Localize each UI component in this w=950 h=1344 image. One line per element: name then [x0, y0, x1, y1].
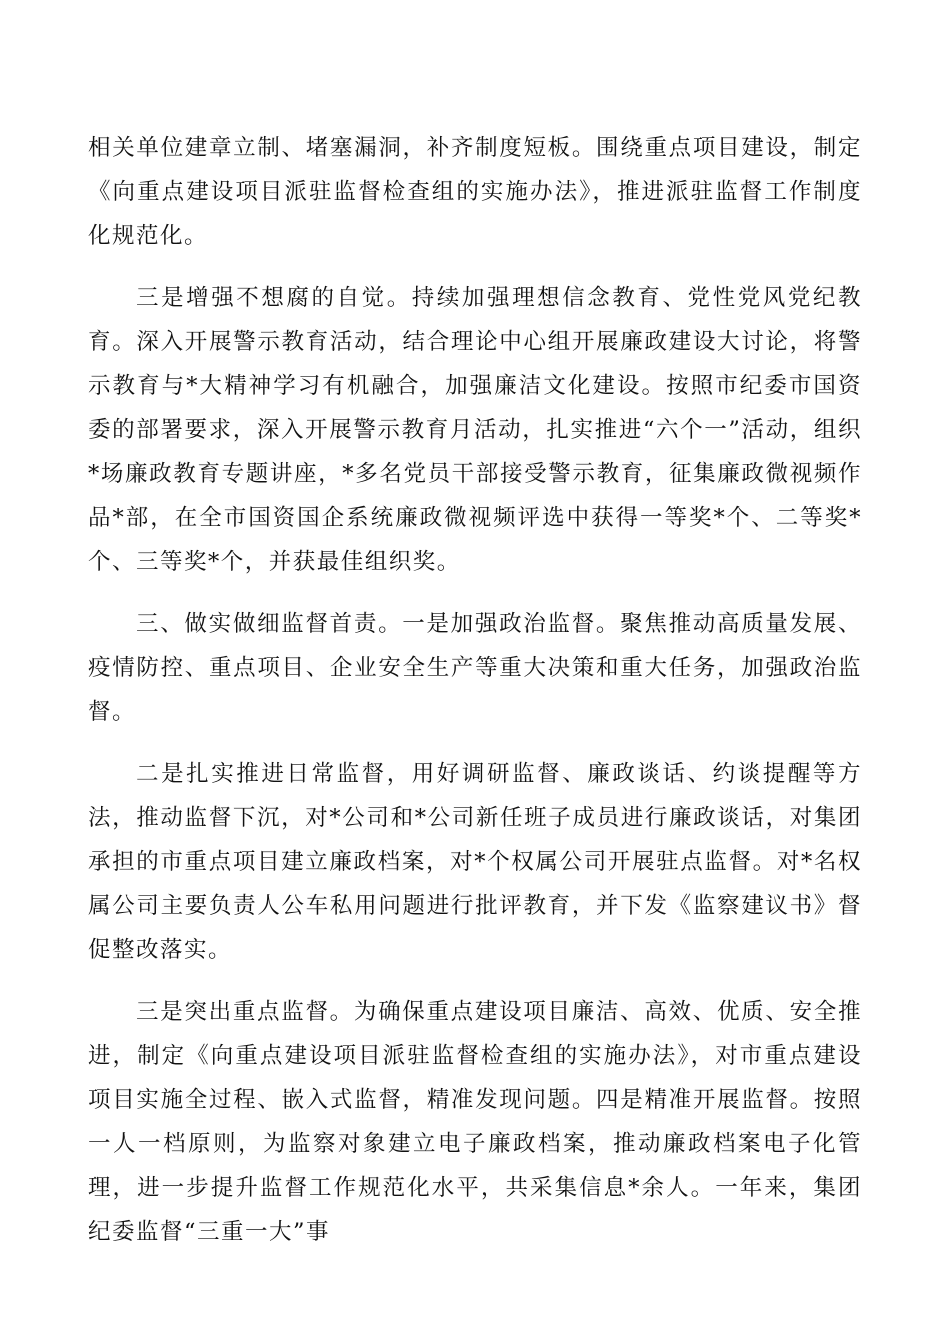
paragraph-2: 三是增强不想腐的自觉。持续加强理想信念教育、党性党风党纪教育。深入开展警示教育活动，结合理论中心组开展廉政建设大讨论，将警示教育与*大精神学习有机融合，加强廉洁文化建设。按照市纪委市国资委的部署要求，深入开展警示教育月活动，扎实推进“六个一”活动，组织*场廉政教育专题讲座，*多名党员干部接受警示教育，征集廉政微视频作品*部，在全市国资国企系统廉政微视频评选中获得一等奖*个、二等奖*个、三等奖*个，并获最佳组织奖。	[88, 285, 862, 575]
paragraph-5: 三是突出重点监督。为确保重点建设项目廉洁、高效、优质、安全推进，制定《向重点建设项目派驻监督检查组的实施办法》，对市重点建设项目实施全过程、嵌入式监督，精准发现问题。四是精准开展监督。按照一人一档原则，为监察对象建立电子廉政档案，推动廉政档案电子化管理，进一步提升监督工作规范化水平，共采集信息*余人。一年来，集团纪委监督“三重一大”事	[88, 999, 862, 1245]
paragraph-4: 二是扎实推进日常监督，用好调研监督、廉政谈话、约谈提醒等方法，推动监督下沉，对*公司和*公司新任班子成员进行廉政谈话，对集团承担的市重点项目建立廉政档案，对*个权属公司开展驻点监督。对*名权属公司主要负责人公车私用问题进行批评教育，并下发《监察建议书》督促整改落实。	[88, 761, 862, 963]
paragraph-1: 相关单位建章立制、堵塞漏洞，补齐制度短板。围绕重点项目建设，制定《向重点建设项目派驻监督检查组的实施办法》，推进派驻监督工作制度化规范化。	[88, 135, 862, 249]
paragraph-3: 三、做实做细监督首责。一是加强政治监督。聚焦推动高质量发展、疫情防控、重点项目、企业安全生产等重大决策和重大任务，加强政治监督。	[88, 611, 862, 725]
document-body	[88, 126, 862, 1272]
